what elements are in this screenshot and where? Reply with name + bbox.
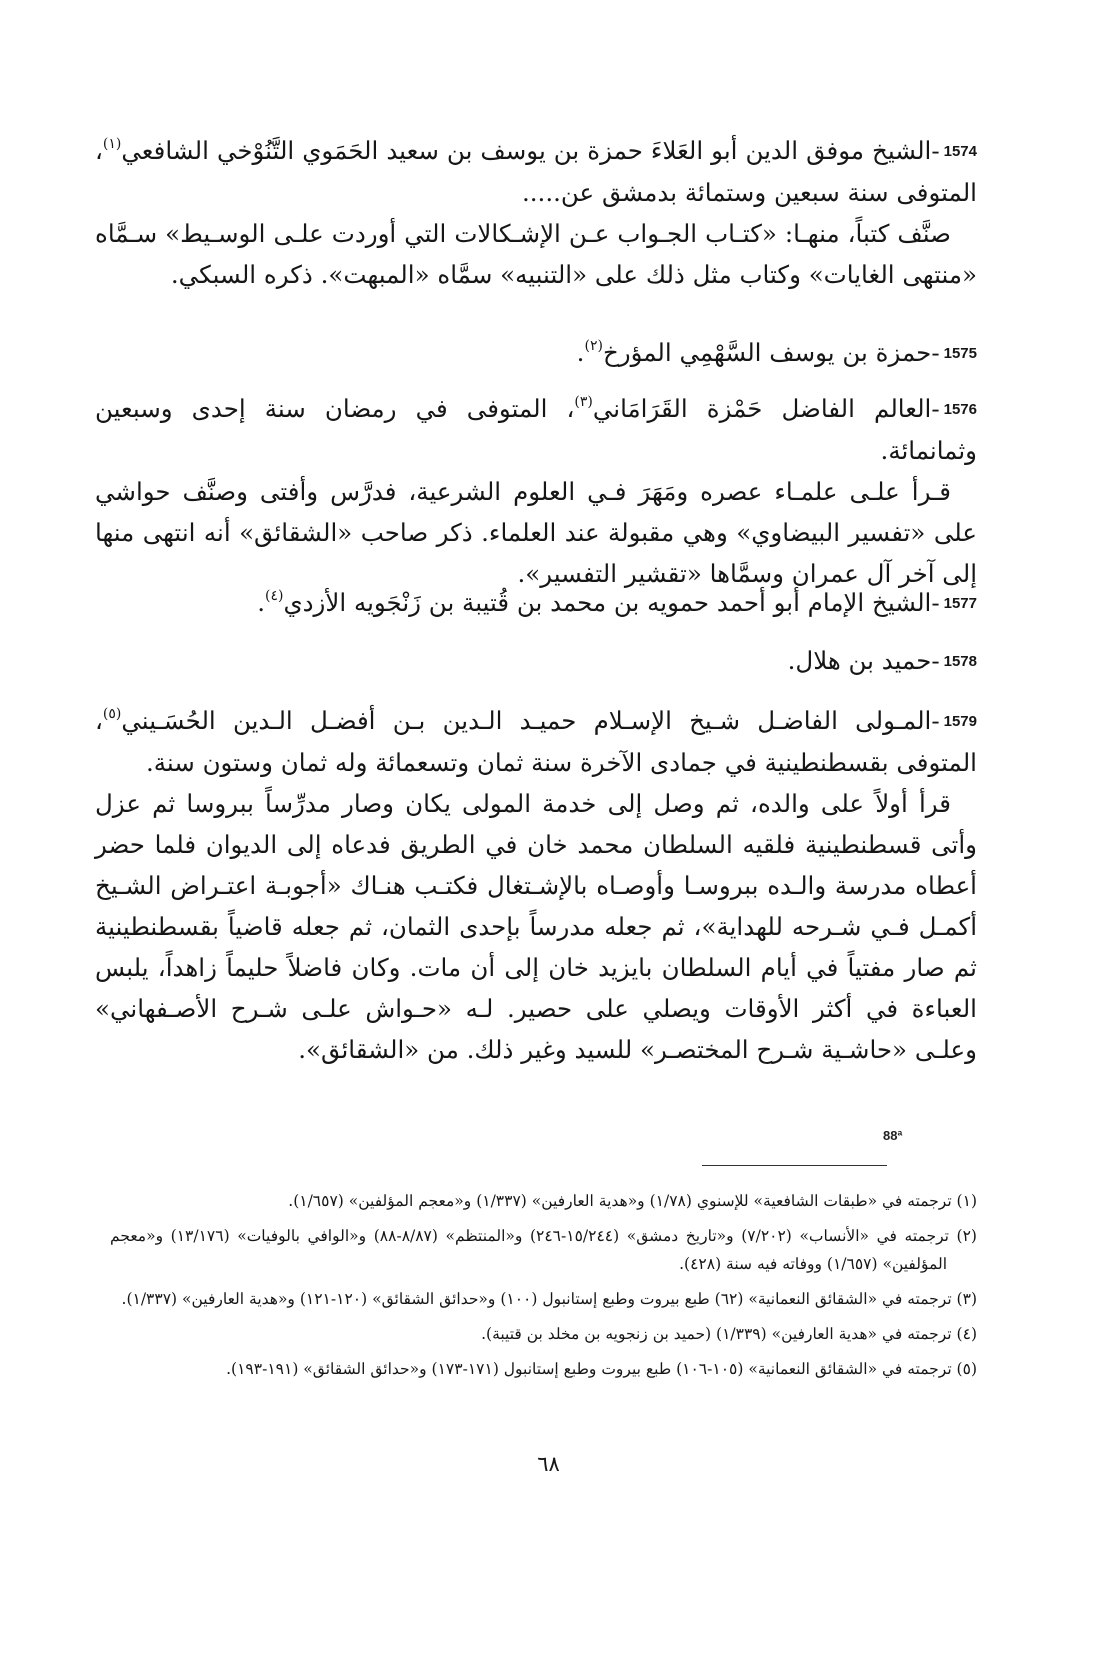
entry-1577 [95,582,977,624]
entry-heading: 1577-الشيخ الإمام أبو أحمد حمويه بن محمد بن قُتيبة بن زَنْجَويه الأزدي$^{(٤)}$. [95,582,977,624]
footnote-marker[interactable]: (٥) [102,706,122,722]
entry-number: 1579 [943,713,977,730]
entry-title: المـولى الفاضـل شـيخ الإسـلام حميـد الـدين بـن أفضـل الـدين الحُسَـيني [121,706,932,735]
footnote-marker[interactable]: (١) [102,136,122,152]
entry-number: 1574 [943,143,977,160]
margin-folio-mark: 88ª [883,1128,903,1143]
entry-heading: 1575-حمزة بن يوسف السَّهْمِي المؤرخ$^{(٢)}$. [95,332,977,374]
entry-paragraph: قـرأ علـى علمـاء عصره ومَهَرَ فـي العلوم الشرعية، فدرَّس وأفتى وصنَّف حواشي على «تفسير البيضاوي» وهي مقبولة عند العلماء. ذكر صاحب «الشقائق» أنه انتهى منها إلى آخر آل عمران وسمَّاها «تقشير التفسير». [95,477,977,588]
footnote-marker[interactable]: (٤) [264,588,284,604]
entry-title: الشيخ موفق الدين أبو العَلاءَ حمزة بن يوسف بن سعيد الحَمَوي التَّنُوْخي الشافعي [121,136,932,165]
entry-title: العالم الفاضل حَمْزة القَرَامَاني [592,394,932,423]
footnote-1: (١) ترجمته في «طبقات الشافعية» للإسنوي (١/٧٨) و«هدية العارفين» (١/٣٣٧) و«معجم المؤلفين» (١/٦٥٧). [288,1192,977,1210]
footnote-2: (٢) ترجمته في «الأنساب» (٧/٢٠٢) و«تاريخ دمشق» (١٥/٢٤٤-٢٤٦) و«المنتظم» (٨/٨٧-٨٨) و«الوافي بالوفيات» (١٣/١٧٦) و«معجم المؤلفين» (١/٦٥٧) ووفاته فيه سنة (٤٢٨). [110,1227,977,1273]
footnote-marker[interactable]: (٢) [584,338,603,354]
entry-heading: 1579-المـولى الفاضـل شـيخ الإسـلام حميـد الـدين بـن أفضـل الـدين الحُسَـيني$^{(٥)}$، المتوفى بقسطنطينية في جمادى الآخرة سنة ثمان وتسعمائة وله ثمان وستون سنة. [95,700,977,783]
page-number: ٦٨ [537,1452,560,1476]
entry-1576 [95,388,977,594]
entry-number: 1575 [943,345,977,362]
entry-title-tail: . [576,338,585,367]
entry-1574 [95,130,977,295]
entry-number: 1577 [943,595,977,612]
footnote-3: (٣) ترجمته في «الشقائق النعمانية» (٦٢) طبع بيروت وطبع إستانبول (١٠٠) و«حدائق الشقائق» (١٢٠-١٢١) و«هدية العارفين» (١/٣٣٧). [121,1290,977,1308]
footnote-marker[interactable]: (٣) [574,394,593,410]
entry-number: 1578 [943,653,977,670]
entry-number: 1576 [943,401,977,418]
entry-title-tail: ، المتوفى في رمضان سنة إحدى وسبعين وثمانمائة. [95,394,977,465]
entry-title: حميد بن هلال. [787,646,932,675]
footnote-separator [702,1165,887,1166]
entry-1575 [95,332,977,374]
entry-title-tail: ، المتوفى سنة سبعين وستمائة بدمشق عن..... [95,136,977,207]
entry-title: حمزة بن يوسف السَّهْمِي المؤرخ [602,338,932,367]
footnote-4: (٤) ترجمته في «هدية العارفين» (١/٣٣٩) (حميد بن زنجويه بن مخلد بن قتيبة). [481,1325,977,1343]
entry-heading: 1576-العالم الفاضل حَمْزة القَرَامَاني$^{(٣)}$، المتوفى في رمضان سنة إحدى وسبعين وثمانمائة. [95,388,977,471]
footnote-5: (٥) ترجمته في «الشقائق النعمانية» (١٠٥-١٠٦) طبع بيروت وطبع إستانبول (١٧١-١٧٣) و«حدائق الشقائق» (١٩١-١٩٣). [226,1360,977,1378]
footnotes [110,1187,977,1383]
entry-paragraph: صنَّف كتباً، منهـا: «كتـاب الجـواب عـن الإشـكالات التي أوردت علـى الوسـيط» سـمَّاه «منتهى الغايات» وكتاب مثل ذلك على «التنبيه» سمَّاه «المبهت». ذكره السبكي. [95,219,977,289]
entry-title-tail: . [257,588,265,617]
entry-title-tail: ، المتوفى بقسطنطينية في جمادى الآخرة سنة ثمان وتسعمائة وله ثمان وستون سنة. [95,706,977,777]
entry-heading: 1574-الشيخ موفق الدين أبو العَلاءَ حمزة بن يوسف بن سعيد الحَمَوي التَّنُوْخي الشافعي$^{(١)}$، المتوفى سنة سبعين وستمائة بدمشق عن..... [95,130,977,213]
entry-1578 [95,640,977,682]
entry-title: الشيخ الإمام أبو أحمد حمويه بن محمد بن قُتيبة بن زَنْجَويه الأزدي [283,588,932,617]
entry-paragraph: قرأ أولاً على والده، ثم وصل إلى خدمة المولى يكان وصار مدرِّساً ببروسا ثم عزل وأتى قسطنطينية فلقيه السلطان محمد خان في الطريق فدعاه إلى الديوان فلما حضر أعطاه مدرسة والـده ببروسـا وأوصـاه بالإشـتغال فكتـب هنـاك «أجوبـة اعتـراض الشـيخ أكمـل فـي شـرحه للهداية»، ثم جعله مدرساً بإحدى الثمان، ثم جعله قاضياً بقسطنطينية ثم صار مفتياً في أيام السلطان بايزيد خان إلى أن مات. وكان فاضلاً حليماً زاهداً، يلبس العباءة في أكثر الأوقات ويصلي على حصير. لـه «حـواش علـى شـرح الأصـفهاني» وعلـى «حاشـية شـرح المختصـر» للسيد وغير ذلك. من «الشقائق». [95,789,977,1064]
entry-heading: 1578-حميد بن هلال. [95,640,977,682]
entry-1579 [95,700,977,1070]
